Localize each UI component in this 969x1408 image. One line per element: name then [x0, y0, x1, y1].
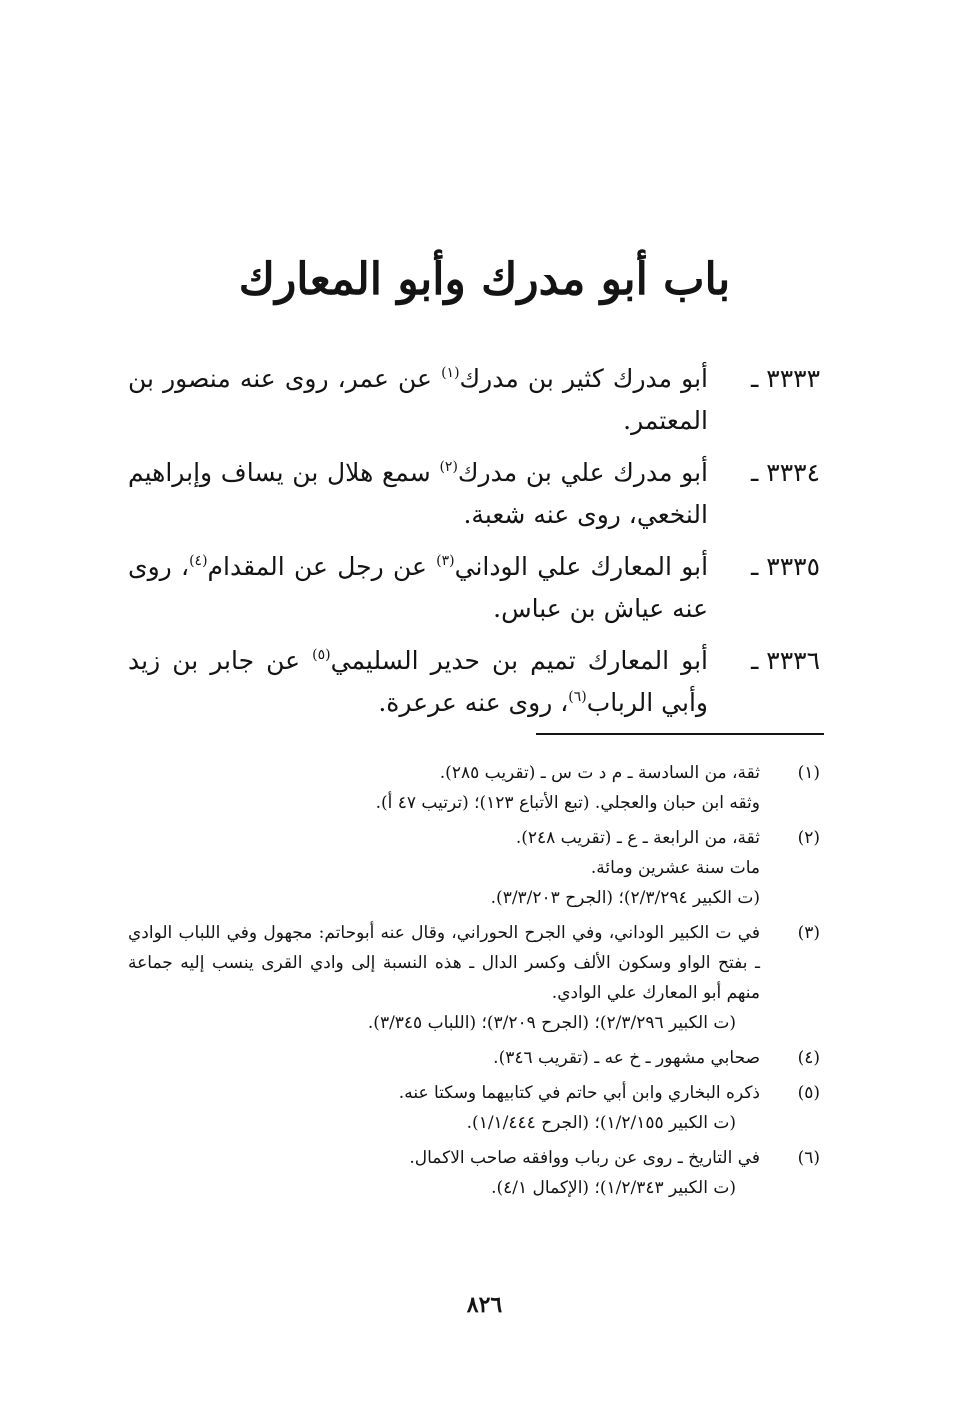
entry-text: أبو المعارك علي الوداني$^{(٣)}$ عن رجل عن المقدام$^{(٤)}$، روى عنه عياش بن عباس. [128, 552, 709, 623]
footnote-line: صحابي مشهور ـ خ عه ـ (تقريب ٣٤٦). [493, 1048, 760, 1068]
entry-number: ٣٣٣٦ ـ [751, 646, 820, 675]
chapter-title: باب أبو مدرك وأبو المعارك [238, 254, 731, 305]
entry-number: ٣٣٣٤ ـ [751, 458, 820, 487]
footnote-number: (٤) [797, 1048, 820, 1068]
footnote-ref: (٢) [439, 459, 458, 475]
footnote-number: (٢) [797, 828, 820, 848]
entry-3335 [128, 546, 820, 630]
footnote-number: (٦) [797, 1148, 820, 1168]
footnote-line: ذكره البخاري وابن أبي حاتم في كتابيهما وسكتا عنه. [398, 1083, 760, 1103]
footnote-separator [536, 733, 824, 735]
footnote-3 [128, 918, 820, 1038]
footnote-line: (ت الكبير ٢/٣/٢٩٤)؛ (الجرح ٣/٣/٢٠٣). [490, 888, 760, 908]
footnote-ref: (٣) [436, 553, 455, 569]
footnote-2 [128, 823, 820, 913]
entries-list [128, 358, 820, 734]
footnote-line: (ت الكبير ١/٢/٣٤٣)؛ (الإكمال ٤/١). [491, 1178, 736, 1198]
footnote-1 [128, 758, 820, 818]
footnote-line: ثقة، من السادسة ـ م د ت س ـ (تقريب ٢٨٥). [439, 763, 760, 783]
footnote-ref: (١) [441, 365, 460, 381]
footnotes [128, 758, 820, 1208]
footnote-number: (٥) [797, 1083, 820, 1103]
entry-text: أبو المعارك تميم بن حدير السليمي$^{(٥)}$ عن جابر بن زيد وأبي الرباب$^{(٦)}$، روى عنه عرعرة. [128, 646, 709, 717]
footnote-line: وثقه ابن حبان والعجلي. (تبع الأتباع ١٢٣)؛ (ترتيب ٤٧ أ). [375, 793, 760, 813]
footnote-line: (ت الكبير ٢/٣/٢٩٦)؛ (الجرح ٣/٢٠٩)؛ (اللباب ٣/٣٤٥). [367, 1013, 736, 1033]
footnote-5 [128, 1078, 820, 1138]
footnote-number: (١) [797, 763, 820, 783]
footnote-line: في ت الكبير الوداني، وفي الجرح الحوراني، وقال عنه أبوحاتم: مجهول وفي اللباب الوادي [128, 923, 760, 943]
entry-number: ٣٣٣٥ ـ [751, 552, 820, 581]
footnote-ref: (٤) [189, 553, 208, 569]
footnote-line: ـ بفتح الواو وسكون الألف وكسر الدال ـ هذه النسبة إلى وادي القرى ينسب إليه جماعة [128, 953, 760, 973]
footnote-4 [128, 1043, 820, 1073]
footnote-number: (٣) [797, 923, 820, 943]
entry-3333 [128, 358, 820, 442]
footnote-line: منهم أبو المعارك علي الوادي. [551, 983, 760, 1003]
footnote-ref: (٦) [568, 689, 587, 705]
page-number: ٨٢٦ [466, 1292, 503, 1318]
footnote-line: ثقة، من الرابعة ـ ع ـ (تقريب ٢٤٨). [515, 828, 760, 848]
footnote-6 [128, 1143, 820, 1203]
entry-3336 [128, 640, 820, 724]
footnote-ref: (٥) [312, 647, 331, 663]
footnote-line: في التاريخ ـ روى عن رباب ووافقه صاحب الاكمال. [409, 1148, 760, 1168]
entry-number: ٣٣٣٣ ـ [751, 364, 820, 393]
entry-text: أبو مدرك كثير بن مدرك$^{(١)}$ عن عمر، روى عنه منصور بن المعتمر. [128, 364, 709, 435]
footnote-line: (ت الكبير ١/٢/١٥٥)؛ (الجرح ١/١/٤٤٤). [466, 1113, 736, 1133]
entry-3334 [128, 452, 820, 536]
entry-text: أبو مدرك علي بن مدرك$^{(٢)}$ سمع هلال بن يساف وإبراهيم النخعي، روى عنه شعبة. [128, 458, 708, 529]
footnote-line: مات سنة عشرين ومائة. [590, 858, 760, 878]
